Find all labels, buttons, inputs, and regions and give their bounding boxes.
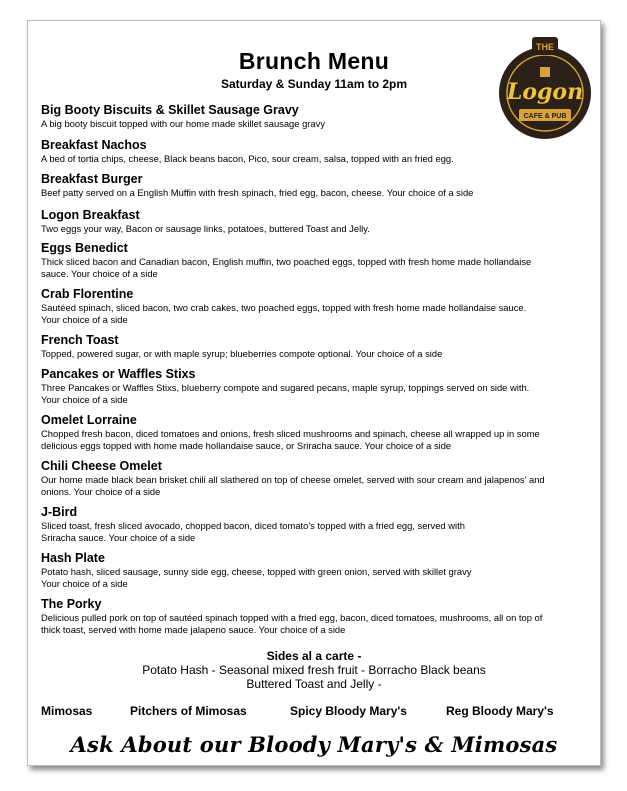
menu-item-desc: onions. Your choice of a side <box>41 485 161 497</box>
menu-item-desc: Three Pancakes or Waffles Stixs, blueberry compote and sugared pecans, maple syrup, toppings served on side with. <box>41 382 530 393</box>
logon-logo <box>489 35 601 147</box>
menu-item-name: Hash Plate <box>41 551 105 565</box>
menu-item-desc: Potato hash, sliced sausage, sunny side egg, cheese, topped with green onion, served with skillet gravy <box>41 566 472 577</box>
page-title: Brunch Menu <box>238 48 390 74</box>
menu-page <box>27 20 601 766</box>
menu-item-name: Pancakes or Waffles Stixs <box>41 367 196 381</box>
menu-item-desc: Sliced toast, fresh sliced avocado, chopped bacon, diced tomato's topped with a fried egg, served with <box>41 520 465 531</box>
menu-item-name: Eggs Benedict <box>41 241 128 255</box>
menu-item-name: Big Booty Biscuits & Skillet Sausage Gravy <box>41 103 299 117</box>
menu-item <box>41 597 586 635</box>
drink-spicy-bloody-marys: Spicy Bloody Mary's <box>290 704 407 718</box>
menu-item <box>41 505 586 543</box>
menu-item <box>41 103 586 130</box>
menu-item-name: Breakfast Burger <box>41 172 143 186</box>
menu-item-name: J-Bird <box>41 505 78 519</box>
menu-item-desc: A bed of tortia chips, cheese, Black beans bacon, Pico, sour cream, salsa, topped with an fried egg. <box>41 153 454 164</box>
menu-item-desc: thick toast, served with home made jalapeno sauce. Your choice of a side <box>41 623 346 635</box>
menu-item-desc: Our home made black bean brisket chili all slathered on top of cheese omelet, served with sour cream and jalapenos' and <box>41 474 545 485</box>
menu-item-desc: Sriracha sauce. Your choice of a side <box>41 531 196 543</box>
menu-item <box>41 413 586 451</box>
sides-heading: Sides al a carte - <box>266 649 362 663</box>
menu-item <box>41 172 586 199</box>
menu-item-desc: Your choice of a side <box>41 577 128 589</box>
menu-item-name: Breakfast Nachos <box>41 138 147 152</box>
menu-item <box>41 241 586 279</box>
menu-item-desc: Sautéed spinach, sliced bacon, two crab cakes, two poached eggs, topped with fresh home made hollandaise sauce. <box>41 302 527 313</box>
menu-item-name: Crab Florentine <box>41 287 134 301</box>
menu-item <box>41 287 586 325</box>
menu-item-desc: Thick sliced bacon and Canadian bacon, English muffin, two poached eggs, topped with fresh home made hollandaise <box>41 256 532 267</box>
menu-item-desc: Your choice of a side <box>41 313 128 325</box>
menu-item-desc: Topped, powered sugar, or with maple syrup; blueberries compote optional. Your choice of a side <box>41 348 443 359</box>
menu-item <box>41 551 586 589</box>
menu-item-name: Chili Cheese Omelet <box>41 459 162 473</box>
logo-bottom-text: CAFE & PUB <box>523 113 567 120</box>
menu-item <box>41 367 586 405</box>
menu-item-desc: A big booty biscuit topped with our home made skillet sausage gravy <box>41 118 326 129</box>
menu-item <box>41 208 586 235</box>
logo-name: Logon <box>506 79 584 105</box>
sides-line-2: Buttered Toast and Jelly - <box>246 677 382 691</box>
menu-item-desc: Beef patty served on a English Muffin with fresh spinach, fried egg, bacon, cheese. Your choice of a side <box>41 187 474 198</box>
sides-line-1: Potato Hash - Seasonal mixed fresh fruit - Borracho Black beans <box>142 663 486 677</box>
menu-item-desc: Your choice of a side <box>41 393 128 405</box>
menu-item-desc: sauce. Your choice of a side <box>41 267 158 279</box>
menu-item-desc: Chopped fresh bacon, diced tomatoes and onions, fresh sliced mushrooms and spinach, cheese all wrapped up in some <box>41 428 540 439</box>
menu-item <box>41 333 586 360</box>
page-subtitle: Saturday & Sunday 11am to 2pm <box>220 77 408 91</box>
menu-item <box>41 459 586 497</box>
menu-item <box>41 138 586 165</box>
menu-item-desc: delicious eggs topped with home made hollandaise sauce, or Srirachа sauce. Your choice of a side <box>41 439 452 451</box>
menu-item-name: French Toast <box>41 333 119 347</box>
drink-reg-bloody-marys: Reg Bloody Mary's <box>446 704 554 718</box>
menu-item-desc: Delicious pulled pork on top of sautéed spinach topped with a fried egg, bacon, diced tomatoes, mushrooms, all on top of <box>41 612 543 623</box>
drink-mimosas: Mimosas <box>41 704 93 718</box>
menu-item-name: Logon Breakfast <box>41 208 140 222</box>
menu-item-name: Omelet Lorraine <box>41 413 137 427</box>
drink-pitchers-of-mimosas: Pitchers of Mimosas <box>130 704 247 718</box>
footer-tagline: Ask About our Bloody Mary's & Mimosas <box>70 732 558 757</box>
logo-top-text: THE <box>536 42 554 52</box>
logo-glass-icon <box>540 67 550 77</box>
menu-item-name: The Porky <box>41 597 102 611</box>
menu-item-desc: Two eggs your way, Bacon or sausage links, potatoes, buttered Toast and Jelly. <box>41 223 370 234</box>
